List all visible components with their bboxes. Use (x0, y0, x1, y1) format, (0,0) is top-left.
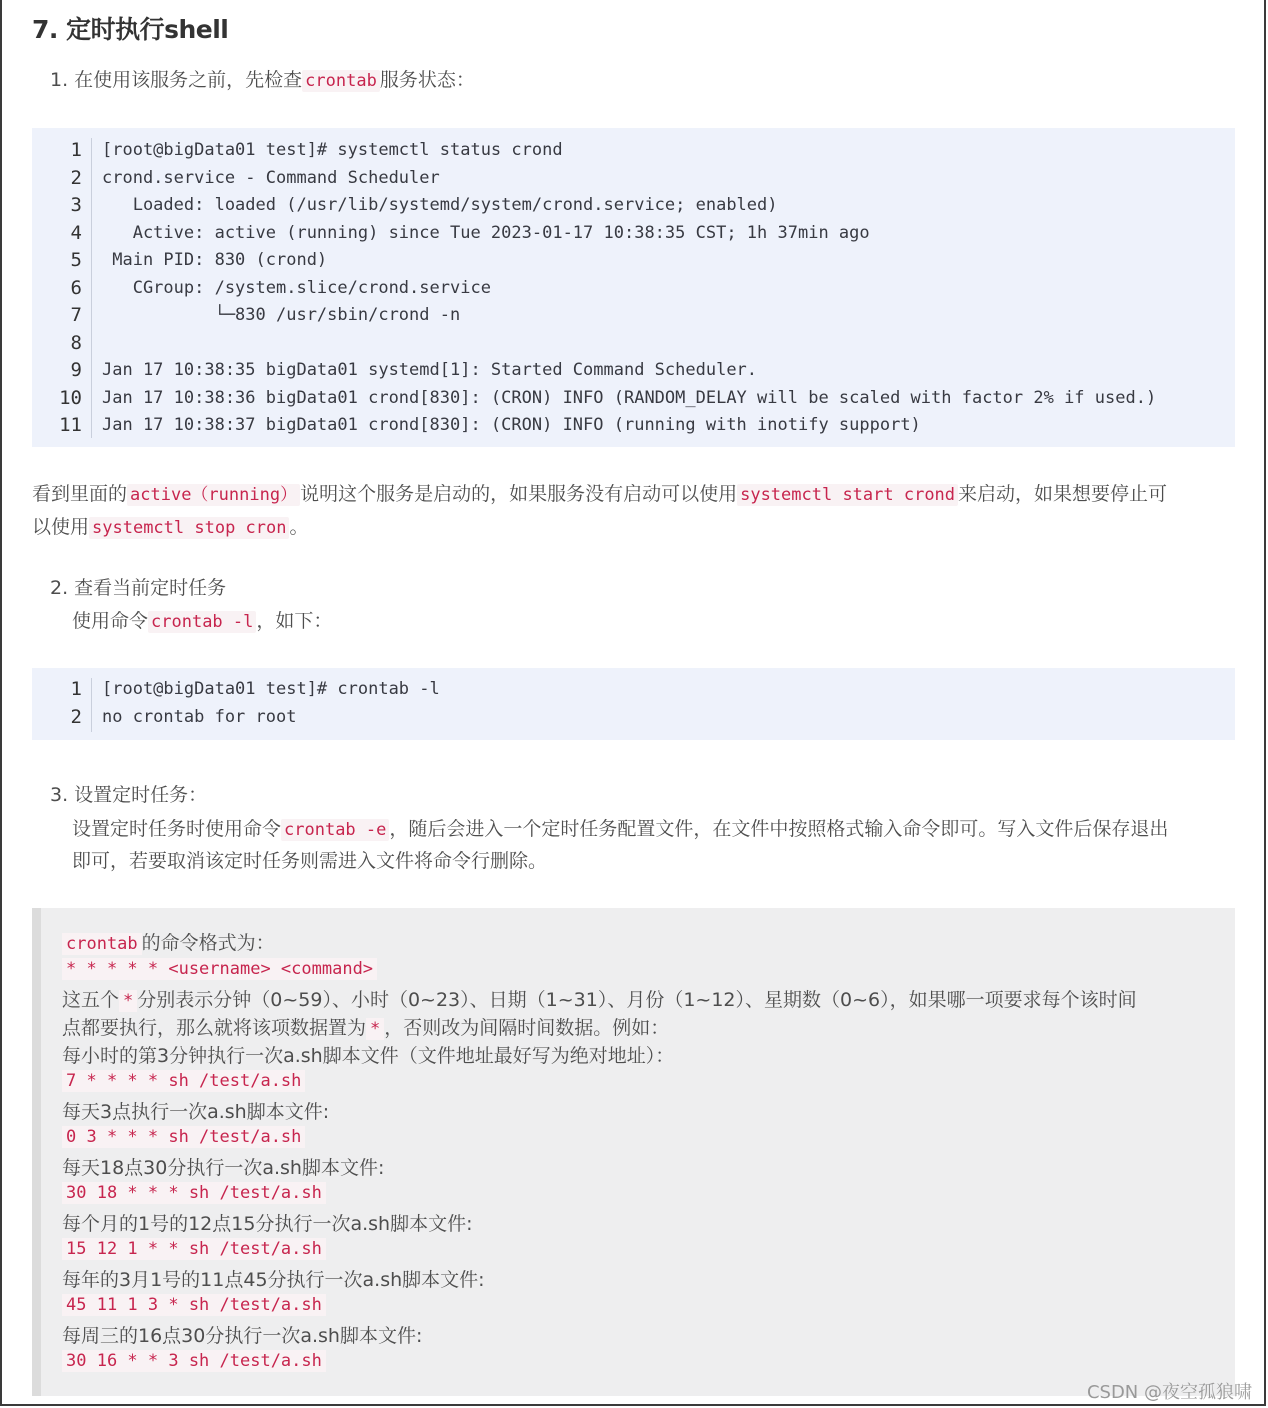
example-code: 0 3 * * * sh /test/a.sh (62, 1126, 305, 1148)
text: 使用命令 (72, 610, 149, 632)
example-description: 每天3点执行一次a.sh脚本文件: (62, 1101, 330, 1123)
text: 的命令格式为： (141, 932, 275, 954)
line-number: 9 (70, 359, 82, 381)
line-number: 5 (70, 249, 82, 271)
inline-code: * * * * * <username> <command> (62, 958, 377, 980)
inline-code: systemctl start crond (737, 484, 958, 506)
quote-line-1 (62, 928, 275, 955)
quote-line-4 (62, 1013, 669, 1040)
paragraph-service-cont (32, 511, 309, 544)
example-description: 每周三的16点30分执行一次a.sh脚本文件: (62, 1325, 423, 1347)
watermark: CSDN @夜空孤狼啸 (1086, 1382, 1252, 1403)
line-number: 10 (59, 386, 82, 409)
code-text: no crontab for root (102, 706, 297, 727)
step-3-desc (72, 813, 1168, 846)
quote-line-3 (62, 985, 1137, 1012)
inline-code: * (366, 1018, 384, 1040)
text: 来启动，如果想要停止可 (958, 483, 1168, 505)
text: 这五个 (62, 989, 120, 1011)
code-text: Jan 17 10:38:35 bigData01 systemd[1]: Started Command Scheduler. (102, 360, 758, 380)
text: 点都要执行，那么就将该项数据置为 (62, 1017, 367, 1039)
example-description: 每个月的1号的12点15分执行一次a.sh脚本文件: (62, 1213, 473, 1235)
line-number: 3 (70, 194, 82, 216)
example-line (62, 1069, 305, 1091)
text: 以使用 (32, 516, 90, 538)
code-block-status[interactable] (32, 128, 1235, 447)
code-text: [root@bigData01 test]# crontab -l (102, 679, 440, 699)
text: 看到里面的 (32, 483, 128, 505)
inline-code: active（running） (127, 484, 300, 506)
line-number: 11 (59, 414, 82, 436)
paragraph-service (32, 478, 1167, 511)
text: ，如下： (256, 610, 333, 632)
text: 说明这个服务是启动的，如果服务没有启动可以使用 (300, 483, 738, 505)
example-line (62, 1237, 326, 1259)
inline-code: crontab -l (148, 611, 256, 633)
line-number-separator (91, 138, 92, 438)
line-number: 2 (70, 166, 82, 189)
line-number: 7 (70, 304, 82, 326)
text: ，随后会进入一个定时任务配置文件，在文件中按照格式输入命令即可。写入文件后保存退出 (389, 818, 1169, 840)
step-3-desc-cont: 即可，若要取消该定时任务则需进入文件将命令行删除。 (72, 850, 548, 872)
example-line (62, 1349, 326, 1371)
code-text: Main PID: 830 (crond) (102, 250, 328, 270)
code-text: Jan 17 10:38:37 bigData01 crond[830]: (CRON) INFO (running with inotify support) (102, 415, 921, 435)
code-text: crond.service - Command Scheduler (102, 167, 440, 188)
code-text: Jan 17 10:38:36 bigData01 crond[830]: (CRON) INFO (RANDOM_DELAY will be scaled with factor 2% if used.) (102, 387, 1157, 408)
step-1-prefix: 1. 在使用该服务之前，先检查 (50, 69, 303, 91)
text: 。 (289, 516, 309, 538)
code-text: Loaded: loaded (/usr/lib/systemd/system/crond.service; enabled) (102, 195, 778, 215)
example-line (62, 1125, 305, 1147)
inline-code: systemctl stop cron (89, 517, 289, 539)
step-2-title: 2. 查看当前定时任务 (50, 577, 227, 599)
step-2-desc (72, 605, 332, 638)
code-text: [root@bigData01 test]# systemctl status crond (102, 140, 563, 160)
example-line (62, 1293, 326, 1315)
line-number: 6 (70, 276, 82, 299)
example-description: 每小时的第3分钟执行一次a.sh脚本文件（文件地址最好写为绝对地址）： (62, 1045, 675, 1067)
line-number: 4 (70, 221, 82, 244)
example-code: 7 * * * * sh /test/a.sh (62, 1070, 305, 1092)
inline-code: crontab (62, 933, 142, 955)
example-line (62, 1181, 326, 1203)
example-code: 45 11 1 3 * sh /test/a.sh (62, 1294, 326, 1316)
section-heading: 7. 定时执行shell (32, 15, 229, 44)
code-text: CGroup: /system.slice/crond.service (102, 277, 491, 298)
example-code: 15 12 1 * * sh /test/a.sh (62, 1238, 326, 1260)
step-3-title: 3. 设置定时任务： (50, 784, 208, 806)
code-block-list[interactable] (32, 668, 1235, 740)
step-1 (50, 64, 475, 97)
code-text: Active: active (running) since Tue 2023-01-17 10:38:35 CST; 1h 37min ago (102, 222, 870, 243)
line-number-separator (91, 678, 92, 732)
line-number: 8 (70, 331, 82, 354)
inline-code: * (119, 990, 137, 1012)
quote-line-2 (62, 957, 377, 979)
code-text: └─830 /usr/sbin/crond -n (102, 305, 461, 325)
example-description: 每年的3月1号的11点45分执行一次a.sh脚本文件: (62, 1269, 485, 1291)
inline-code: crontab (302, 70, 380, 92)
example-code: 30 16 * * 3 sh /test/a.sh (62, 1350, 326, 1372)
example-description: 每天18点30分执行一次a.sh脚本文件: (62, 1157, 385, 1179)
text: 分别表示分钟（0~59）、小时（0~23）、日期（1~31）、月份（1~12）、星期数（0~6），如果哪一项要求每个该时间 (137, 989, 1137, 1011)
line-number: 1 (70, 139, 82, 161)
inline-code: crontab -e (281, 819, 389, 841)
text: ，否则改为间隔时间数据。例如： (384, 1017, 670, 1039)
line-number: 2 (70, 705, 82, 728)
line-number: 1 (70, 678, 82, 700)
step-1-suffix: 服务状态： (379, 69, 475, 91)
text: 设置定时任务时使用命令 (72, 818, 282, 840)
example-code: 30 18 * * * sh /test/a.sh (62, 1182, 326, 1204)
